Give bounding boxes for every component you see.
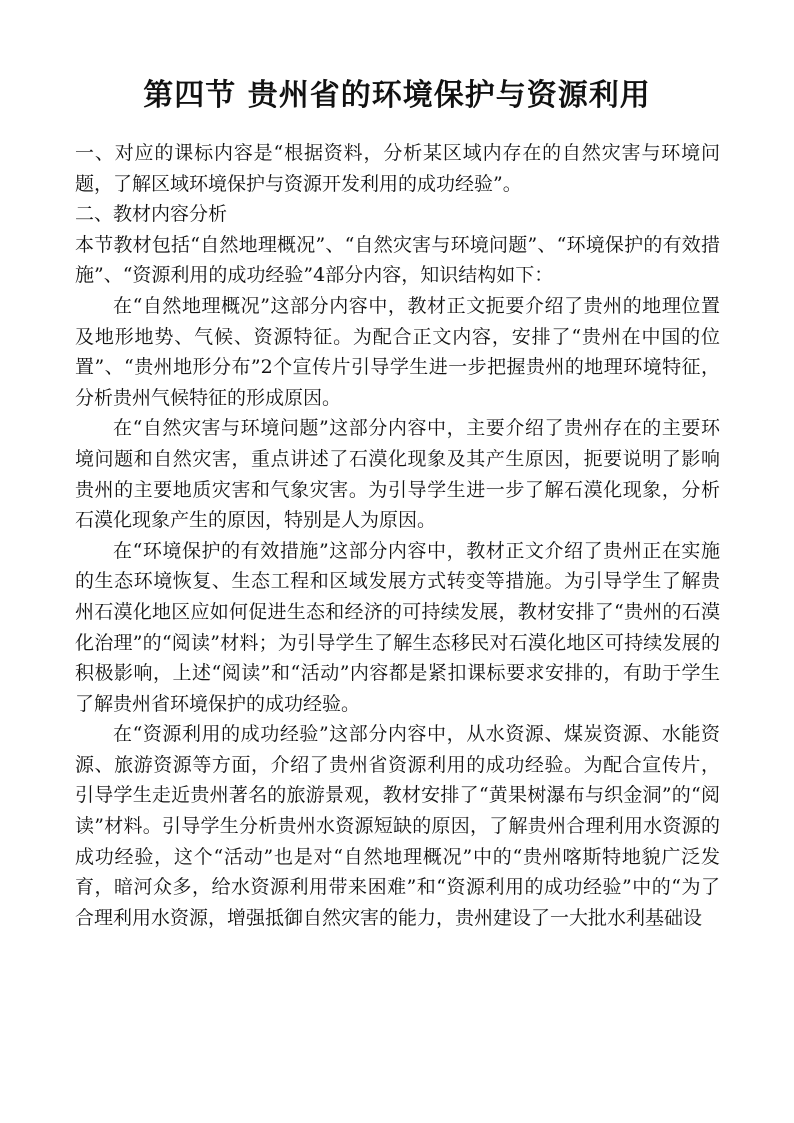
environmental-protection-paragraph: 在“环境保护的有效措施”这部分内容中，教材正文介绍了贵州正在实施的生态环境恢复、生态工程和区域发展方式转变等措施。为引导学生了解贵州石漠化地区应如何促进生态和经济的可持续发展，教材安排了“贵州的石漠化治理”的“阅读”材料；为引导学生了解生态移民对石漠化地区可持续发展的积极影响，上述“阅读”和“活动”内容都是紧扣课标要求安排的，有助于学生了解贵州省环境保护的成功经验。	[75, 539, 720, 715]
resource-utilization-paragraph: 在“资源利用的成功经验”这部分内容中，从水资源、煤炭资源、水能资源、旅游资源等方面，介绍了贵州省资源利用的成功经验。为配合宣传片，引导学生走近贵州著名的旅游景观，教材安排了“黄果树瀑布与织金洞”的“阅读”材料。引导学生分析贵州水资源短缺的原因，了解贵州合理利用水资源的成功经验，这个“活动”也是对“自然地理概况”中的“贵州喀斯特地貌广泛发育，暗河众多，给水资源利用带来困难”和“资源利用的成功经验”中的“为了合理利用水资源，增强抵御自然灾害的能力，贵州建设了一大批水利基础设	[75, 723, 720, 929]
section-heading-textbook-analysis: 二、教材内容分析	[75, 203, 228, 226]
textbook-overview-paragraph: 本节教材包括“自然地理概况”、“自然灾害与环境问题”、“环境保护的有效措施”、“资源利用的成功经验”4部分内容，知识结构如下：	[75, 233, 720, 287]
document-body	[75, 138, 720, 933]
curriculum-standard-paragraph: 一、对应的课标内容是“根据资料，分析某区域内存在的自然灾害与环境问题，了解区域环境保护与资源开发利用的成功经验”。	[75, 142, 720, 195]
natural-geography-paragraph: 在“自然地理概况”这部分内容中，教材正文扼要介绍了贵州的地理位置及地形地势、气候、资源特征。为配合正文内容，安排了“贵州在中国的位置”、“贵州地形分布”2个宣传片引导学生进一步把握贵州的地理环境特征，分析贵州气候特征的形成原因。	[75, 294, 720, 409]
page-title: 第四节 贵州省的环境保护与资源利用	[143, 78, 651, 113]
natural-disasters-paragraph: 在“自然灾害与环境问题”这部分内容中，主要介绍了贵州存在的主要环境问题和自然灾害，重点讲述了石漠化现象及其产生原因，扼要说明了影响贵州的主要地质灾害和气象灾害。为引导学生进一步了解石漠化现象，分析石漠化现象产生的原因，特别是人为原因。	[75, 417, 720, 532]
